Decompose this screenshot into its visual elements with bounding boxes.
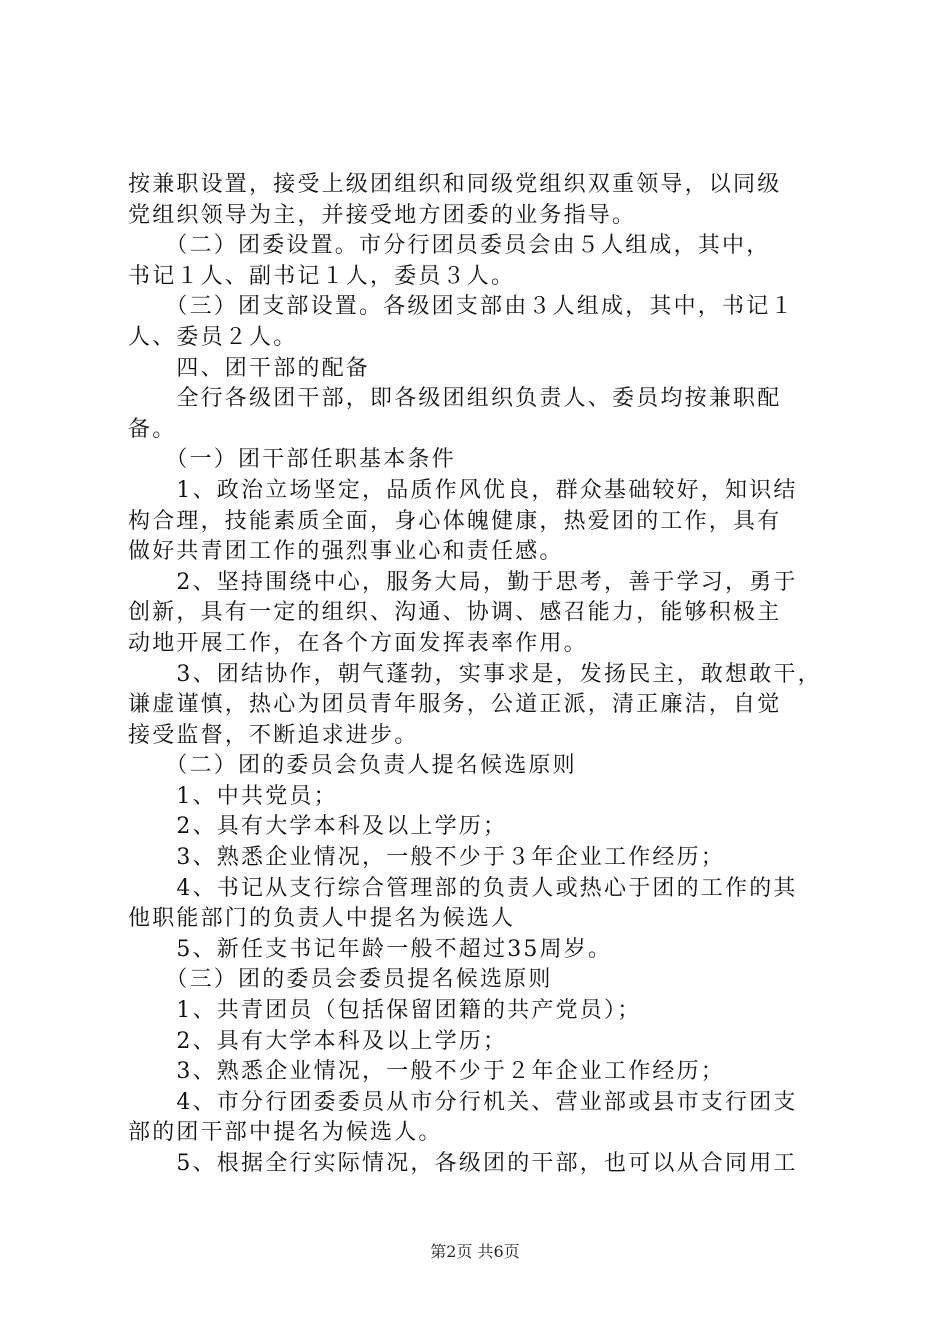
text-line: 党组织领导为主，并接受地方团委的业务指导。	[128, 202, 637, 228]
text-line: 创新，具有一定的组织、沟通、协调、感召能力，能够积极主	[128, 600, 782, 626]
text-line: （三）团支部设置。各级团支部由３人组成，其中，书记１	[128, 294, 795, 320]
text-line: 5、新任支书记年龄一般不超过35周岁。	[128, 936, 613, 962]
text-line: 四、团干部的配备	[128, 355, 371, 381]
text-line: 部的团干部中提名为候选人。	[128, 1120, 443, 1146]
text-line: 3、熟悉企业情况，一般不少于３年企业工作经历；	[128, 845, 725, 871]
text-line: 3、团结协作，朝气蓬勃，实事求是，发扬民主，敢想敢干，	[128, 661, 822, 687]
text-line: 4、书记从支行综合管理部的负责人或热心于团的工作的其	[128, 875, 798, 901]
text-line: 全行各级团干部，即各级团组织负责人、委员均按兼职配	[128, 386, 782, 412]
text-line: 3、熟悉企业情况，一般不少于２年企业工作经历；	[128, 1059, 725, 1085]
page-footer: 第2页 共6页	[430, 1242, 520, 1261]
text-line: 备。	[128, 416, 177, 442]
text-line: 构合理，技能素质全面，身心体魄健康，热爱团的工作，具有	[128, 508, 782, 534]
text-line: 接受监督，不断追求进步。	[128, 722, 419, 748]
text-line: 他职能部门的负责人中提名为候选人	[128, 906, 516, 932]
text-line: 做好共青团工作的强烈事业心和责任感。	[128, 539, 564, 565]
text-line: 5、根据全行实际情况，各级团的干部，也可以从合同用工	[128, 1151, 798, 1176]
text-line: 1、政治立场坚定，品质作风优良，群众基础较好，知识结	[128, 477, 798, 503]
text-line: 书记１人、副书记１人，委员３人。	[128, 263, 516, 289]
text-line: 1、中共党员；	[128, 783, 338, 809]
document-body	[128, 170, 840, 1180]
text-line: 2、具有大学本科及以上学历；	[128, 1028, 508, 1054]
text-line: 动地开展工作，在各个方面发挥表率作用。	[128, 630, 588, 656]
text-line: （三）团的委员会委员提名候选原则	[128, 967, 553, 993]
text-line: 2、坚持围绕中心，服务大局，勤于思考，善于学习，勇于	[128, 569, 798, 595]
text-line: 谦虚谨慎，热心为团员青年服务，公道正派，清正廉洁，自觉	[128, 692, 782, 718]
text-line: （二）团的委员会负责人提名候选原则	[128, 753, 577, 779]
text-line: 人、委员２人。	[128, 324, 298, 350]
text-line: （二）团委设置。市分行团员委员会由５人组成，其中，	[128, 233, 771, 259]
text-line: （一）团干部任职基本条件	[128, 447, 456, 473]
text-line: 1、共青团员（包括保留团籍的共产党员）；	[128, 998, 642, 1024]
text-line: 4、市分行团委委员从市分行机关、营业部或县市支行团支	[128, 1089, 798, 1115]
text-line: 2、具有大学本科及以上学历；	[128, 814, 508, 840]
text-line: 按兼职设置，接受上级团组织和同级党组织双重领导，以同级	[128, 172, 782, 197]
